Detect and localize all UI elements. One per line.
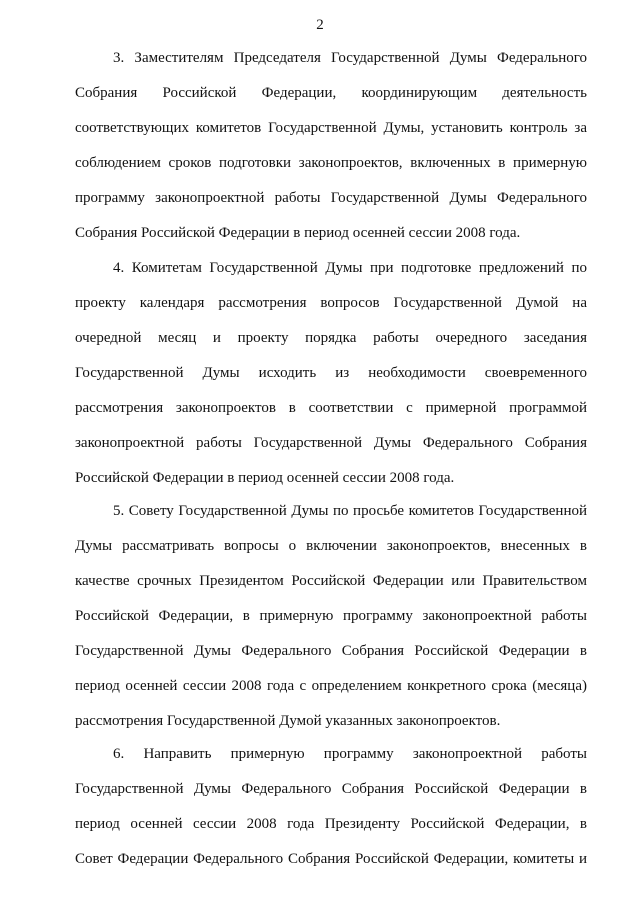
text-line: период осенней сессии 2008 года Президенту Российской Федерации, в xyxy=(75,816,587,832)
text-line: 5. Совету Государственной Думы по просьбе комитетов Государственной xyxy=(113,503,587,519)
text-line: соблюдением сроков подготовки законопроектов, включенных в примерную xyxy=(75,155,587,171)
paragraph-5 xyxy=(75,501,587,746)
text-line: проекту календаря рассмотрения вопросов Государственной Думой на xyxy=(75,295,587,311)
text-line: Государственной Думы Федерального Собрания Российской Федерации в xyxy=(75,781,587,797)
text-line: рассмотрения Государственной Думой указанных законопроектов. xyxy=(75,713,501,729)
text-line: очередной месяц и проекту порядка работы очередного заседания xyxy=(75,330,587,346)
text-line: Российской Федерации, в примерную программу законопроектной работы xyxy=(75,608,587,624)
text-line: Государственной Думы Федерального Собрания Российской Федерации в xyxy=(75,643,587,659)
text-line: 4. Комитетам Государственной Думы при подготовке предложений по xyxy=(113,260,587,276)
text-line: законопроектной работы Государственной Думы Федерального Собрания xyxy=(75,435,587,451)
page-number: 2 xyxy=(316,17,324,33)
text-line: 6. Направить примерную программу законопроектной работы xyxy=(113,746,587,762)
paragraph-6 xyxy=(75,744,587,884)
text-line: Собрания Российской Федерации, координирующим деятельность xyxy=(75,85,587,101)
text-line: соответствующих комитетов Государственной Думы, установить контроль за xyxy=(75,120,587,136)
text-line: программу законопроектной работы Государственной Думы Федерального xyxy=(75,190,587,206)
text-line: период осенней сессии 2008 года с определением конкретного срока (месяца) xyxy=(75,678,587,694)
text-line: 3. Заместителям Председателя Государственной Думы Федерального xyxy=(113,50,587,66)
text-line: Собрания Российской Федерации в период осенней сессии 2008 года. xyxy=(75,225,521,241)
text-line: качестве срочных Президентом Российской Федерации или Правительством xyxy=(75,573,587,589)
text-line: Государственной Думы исходить из необходимости своевременного xyxy=(75,365,587,381)
paragraph-4 xyxy=(75,258,587,503)
text-line: Думы рассматривать вопросы о включении законопроектов, внесенных в xyxy=(75,538,587,554)
text-line: Российской Федерации в период осенней сессии 2008 года. xyxy=(75,470,455,486)
text-line: Совет Федерации Федерального Собрания Российской Федерации, комитеты и xyxy=(75,851,587,867)
paragraph-3 xyxy=(75,48,587,258)
text-line: рассмотрения законопроектов в соответствии с примерной программой xyxy=(75,400,587,416)
